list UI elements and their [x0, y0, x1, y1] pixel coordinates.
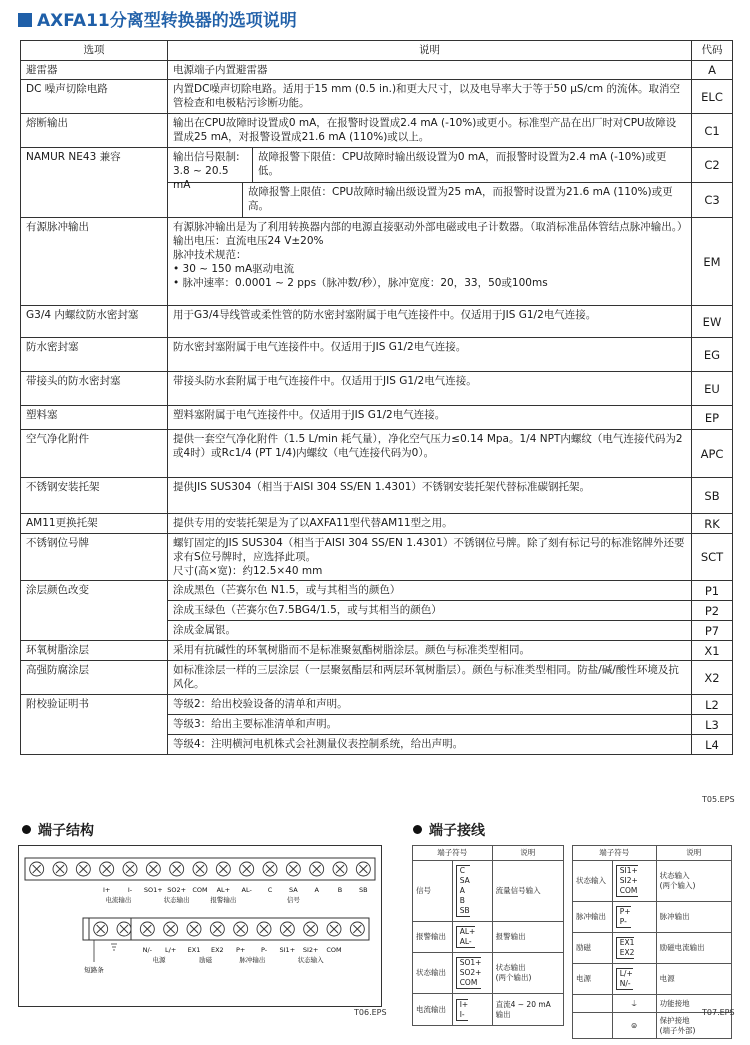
wiring-desc: 励磁电流输出: [656, 933, 731, 964]
wiring-header-symbol: 端子符号: [573, 846, 657, 861]
bracket-icon: [616, 968, 633, 990]
wiring-header-row: [413, 846, 564, 861]
code-cell: P2: [692, 601, 733, 621]
code-cell: EW: [692, 306, 733, 338]
namur-sublabel: 输出信号限制: 3.8 ~ 20.5 mA: [168, 148, 253, 182]
namur-sub-2: [168, 183, 691, 217]
bracket-icon: [616, 865, 638, 897]
option-cell: 塑料塞: [21, 406, 168, 430]
desc-line: • 脉冲速率：0.0001 ~ 2 pps（脉冲数/秒），脉冲宽度：20，33，50或100ms: [173, 277, 548, 289]
table-row: [21, 148, 733, 183]
bottom-screws: [94, 922, 365, 936]
terminal-config-heading: 端子结构: [22, 820, 94, 840]
terminal-label: P-: [260, 946, 268, 954]
table-row: [21, 338, 733, 372]
option-cell: NAMUR NE43 兼容: [21, 148, 168, 218]
namur-desc-low: 故障报警下限值：CPU故障时输出级设置为0 mA，而报警时设置为2.4 mA (-10%)或更低。: [258, 151, 667, 177]
table-row: [21, 406, 733, 430]
wiring-note: T07.EPS: [702, 1008, 735, 1017]
terminal-label: B: [337, 886, 343, 894]
page-title: AXFA11分离型转换器的选项说明: [18, 6, 297, 31]
wiring-row: [413, 994, 564, 1026]
desc-cell: 塑料塞附属于电气连接件中。仅适用于JIS G1/2电气连接。: [168, 406, 692, 430]
desc-line: 螺钉固定的JIS SUS304（相当于AISI 304 SS/EN 1.4301）不锈钢位号牌。除了刻有标记号的标准铭牌外还要求有S位号牌时，应选择此项。: [173, 537, 685, 563]
wiring-row: [413, 922, 564, 953]
namur-sublabel-blank: [168, 183, 243, 217]
option-cell: 空气净化附件: [21, 430, 168, 478]
table-row: [21, 641, 733, 661]
col-header-option: 选项: [21, 41, 168, 61]
terminal-label: SA: [288, 886, 298, 894]
symbol: C: [459, 866, 465, 875]
wiring-row: [573, 902, 732, 933]
desc-cell: 提供专用的安装托架是为了以AXFA11型代替AM11型之用。: [168, 514, 692, 534]
table-row: [21, 114, 733, 148]
desc-cell: 涂成玉绿色（芒赛尔色7.5BG4/1.5，或与其相当的颜色）: [168, 601, 692, 621]
terminal-label: AL-: [241, 886, 252, 894]
bullet-icon: [413, 825, 422, 834]
symbol: A: [459, 886, 465, 895]
terminal-group-label: 状态输入: [297, 956, 324, 964]
table-row: [21, 306, 733, 338]
terminal-svg: [19, 846, 381, 1006]
terminal-label: AL+: [216, 886, 231, 894]
desc-line: 有源脉冲输出是为了利用转换器内部的电源直接驱动外部电磁或电子计数器。（取消标准晶体管结点脉冲输出。）: [173, 221, 688, 233]
wiring-header-desc: 说明: [656, 846, 731, 861]
code-cell: L2: [692, 695, 733, 715]
desc-cell: 内置DC噪声切除电路。适用于15 mm (0.5 in.)和更大尺寸，以及电导率大于等于50 μS/cm 的流体。取消空管检查和电极粘污诊断功能。: [168, 80, 692, 114]
wiring-name: 脉冲输出: [573, 902, 613, 933]
wiring-desc: 功能接地: [656, 995, 731, 1013]
terminal-label: EX1: [187, 946, 201, 954]
terminal-label: I+: [102, 886, 111, 894]
wiring-row: [413, 861, 564, 922]
namur-desc-high: 故障报警上限值：CPU故障时输出级设置为25 mA，而报警时设置为21.6 mA (110%)或更高。: [248, 186, 673, 212]
wiring-symbols: [452, 953, 492, 994]
table-row: [21, 372, 733, 406]
wiring-row: [573, 964, 732, 995]
code-cell: C3: [692, 183, 733, 218]
terminal-group-label: 报警输出: [210, 896, 237, 904]
wiring-symbols: [612, 902, 656, 933]
code-cell: EP: [692, 406, 733, 430]
code-cell: SCT: [692, 534, 733, 581]
option-cell: AM11更换托架: [21, 514, 168, 534]
jumper-label: 短路条: [84, 966, 104, 974]
terminal-label: EX2: [210, 946, 224, 954]
option-cell: DC 噪声切除电路: [21, 80, 168, 114]
code-cell: C1: [692, 114, 733, 148]
wiring-name: [573, 995, 613, 1013]
protective-ground-icon: ⊜: [612, 1013, 656, 1039]
ground-icon: [111, 944, 117, 950]
top-screws: [30, 862, 371, 876]
option-cell: 高强防腐涂层: [21, 661, 168, 695]
terminal-label: SO2+: [167, 886, 187, 894]
code-cell: A: [692, 61, 733, 80]
bracket-icon: [456, 999, 469, 1021]
terminal-label: SB: [359, 886, 368, 894]
wiring-symbols: [452, 922, 492, 953]
diagram-note: T06.EPS: [354, 1008, 387, 1017]
desc-cell: 涂成黑色（芒赛尔色 N1.5，或与其相当的颜色）: [168, 581, 692, 601]
bracket-icon: [616, 937, 635, 959]
wiring-desc: 状态输入 (两个输入): [656, 861, 731, 902]
symbol: EX1: [619, 938, 635, 947]
desc-line: • 30 ~ 150 mA驱动电流: [173, 263, 295, 275]
terminal-group-label: 励磁: [199, 956, 213, 964]
wiring-desc: 流量信号输入: [492, 861, 563, 922]
symbol: P+: [619, 907, 631, 916]
symbol: SO2+: [459, 968, 482, 977]
desc-cell: 带接头防水套附属于电气连接件中。仅适用于JIS G1/2电气连接。: [168, 372, 692, 406]
code-cell: EG: [692, 338, 733, 372]
wiring-desc: 报警输出: [492, 922, 563, 953]
wiring-desc: 脉冲输出: [656, 902, 731, 933]
symbol: N/-: [619, 979, 631, 988]
functional-ground-icon: ⏚: [612, 995, 656, 1013]
namur-sub: [168, 148, 691, 191]
desc-line: 输出电压：直流电压24 V±20%: [173, 235, 324, 247]
wiring-name: 信号: [413, 861, 453, 922]
terminal-group-label: 电源: [152, 956, 166, 964]
symbol: I-: [459, 1009, 465, 1019]
table-row: [21, 581, 733, 601]
wiring-header-row: [573, 846, 732, 861]
bracket-icon: [456, 865, 470, 917]
desc-line: 尺寸(高×宽)：约12.5×40 mm: [173, 565, 323, 577]
col-header-code: 代码: [692, 41, 733, 61]
wiring-name: 报警输出: [413, 922, 453, 953]
bracket-icon: [456, 957, 482, 989]
wiring-symbols: [452, 861, 492, 922]
terminal-label: SI2+: [302, 946, 319, 954]
code-cell: APC: [692, 430, 733, 478]
table-row: [21, 534, 733, 581]
table-row: [21, 61, 733, 80]
code-cell: ELC: [692, 80, 733, 114]
code-cell: X2: [692, 661, 733, 695]
options-table: [20, 40, 733, 755]
terminal-label: A: [314, 886, 319, 894]
symbol: SO1+: [459, 958, 482, 967]
wiring-symbols: [612, 933, 656, 964]
terminal-label: L/+: [165, 946, 177, 954]
option-cell: 带接头的防水密封塞: [21, 372, 168, 406]
code-cell: SB: [692, 478, 733, 514]
desc-cell: 等级4：注明横河电机株式会社测量仪表控制系统，给出声明。: [168, 735, 692, 755]
table-row: [21, 80, 733, 114]
bracket-icon: [616, 906, 631, 928]
desc-cell: 等级3：给出主要标准清单和声明。: [168, 715, 692, 735]
symbol: SB: [459, 906, 470, 915]
option-cell: 有源脉冲输出: [21, 218, 168, 306]
desc-cell: 电源端子内置避雷器: [168, 61, 692, 80]
desc-cell: 如标准涂层一样的三层涂层（一层聚氨酯层和两层环氧树脂层）。颜色与标准类型相同。防盐/碱/酸性环境及抗风化。: [168, 661, 692, 695]
code-cell: C2: [692, 148, 733, 183]
top-labels: [103, 886, 368, 904]
wiring-symbols: [452, 994, 492, 1026]
option-cell: 不锈钢安装托架: [21, 478, 168, 514]
wiring-name: 状态输出: [413, 953, 453, 994]
table-row: [21, 695, 733, 715]
code-cell: RK: [692, 514, 733, 534]
code-cell: L4: [692, 735, 733, 755]
desc-cell: [168, 148, 692, 191]
wiring-row: [573, 933, 732, 964]
terminal-label: COM: [326, 946, 342, 954]
wiring-table-left: [412, 845, 564, 1026]
symbol: AL+: [459, 927, 476, 936]
option-cell: G3/4 内螺纹防水密封塞: [21, 306, 168, 338]
wiring-name: 电源: [573, 964, 613, 995]
symbol: P-: [619, 917, 627, 926]
terminal-group-label: 电流输出: [105, 896, 132, 904]
desc-cell: 提供一套空气净化附件（1.5 L/min 耗气量），净化空气压力≤0.14 Mpa。1/4 NPT内螺纹（电气连接代码为2或4时）或Rc1/4 (PT 1/4)内螺纹（电气连接代码为0）。: [168, 430, 692, 478]
wiring-name: 状态输入: [573, 861, 613, 902]
wiring-desc: 直流4 ~ 20 mA 输出: [492, 994, 563, 1026]
symbol: EX2: [619, 948, 635, 957]
desc-cell: 涂成金属银。: [168, 621, 692, 641]
table-header-row: [21, 41, 733, 61]
code-cell: L3: [692, 715, 733, 735]
symbol: SA: [459, 876, 470, 885]
terminal-label: SI1+: [279, 946, 296, 954]
code-cell: P7: [692, 621, 733, 641]
desc-cell: 防水密封塞附属于电气连接件中。仅适用于JIS G1/2电气连接。: [168, 338, 692, 372]
terminal-label: I-: [127, 886, 133, 894]
wiring-name: 励磁: [573, 933, 613, 964]
option-cell: 附校验证明书: [21, 695, 168, 755]
symbol: I+: [459, 999, 469, 1009]
wiring-desc: 保护接地 (端子外部): [656, 1013, 731, 1039]
table-note: T05.EPS: [702, 795, 735, 804]
option-cell: 避雷器: [21, 61, 168, 80]
symbol: COM: [459, 978, 478, 987]
terminal-label: P+: [235, 946, 246, 954]
desc-cell: 等级2：给出校验设备的清单和声明。: [168, 695, 692, 715]
wiring-header-desc: 说明: [492, 846, 563, 861]
code-cell: X1: [692, 641, 733, 661]
bottom-labels: [143, 946, 342, 964]
desc-cell: [168, 183, 692, 218]
desc-cell: 采用有抗碱性的环氧树脂而不是标准聚氨酯树脂涂层。颜色与标准类型相同。: [168, 641, 692, 661]
table-row: [21, 430, 733, 478]
code-cell: P1: [692, 581, 733, 601]
terminal-label: COM: [192, 886, 208, 894]
symbol: B: [459, 896, 465, 905]
terminal-label: N/-: [142, 946, 153, 954]
symbol: COM: [619, 886, 638, 895]
terminal-label: C: [267, 886, 273, 894]
wiring-header-symbol: 端子符号: [413, 846, 493, 861]
col-header-desc: 说明: [168, 41, 692, 61]
wiring-row: [573, 861, 732, 902]
symbol: AL-: [459, 937, 472, 946]
table-row: [21, 661, 733, 695]
desc-cell: [168, 218, 692, 306]
desc-cell: 提供JIS SUS304（相当于AISI 304 SS/EN 1.4301）不锈钢安装托架代替标准碳钢托架。: [168, 478, 692, 514]
terminal-group-label: 脉冲输出: [239, 956, 266, 964]
bullet-icon: [22, 825, 31, 834]
symbol: SI2+: [619, 876, 638, 885]
code-cell: EM: [692, 218, 733, 306]
wiring-symbols: [612, 861, 656, 902]
wiring-row: [413, 953, 564, 994]
table-row: [21, 218, 733, 306]
option-cell: 涂层颜色改变: [21, 581, 168, 641]
terminal-group-label: 状态输出: [163, 896, 190, 904]
title-square-icon: [18, 13, 32, 27]
wiring-symbols: [612, 964, 656, 995]
table-row: [21, 478, 733, 514]
wiring-name: 电流输出: [413, 994, 453, 1026]
terminal-diagram: [18, 845, 382, 1007]
terminal-label: SO1+: [143, 886, 163, 894]
bracket-icon: [456, 926, 476, 948]
terminal-group-label: 信号: [286, 896, 300, 904]
desc-cell: 用于G3/4导线管或柔性管的防水密封塞附属于电气连接件中。仅适用于JIS G1/2电气连接。: [168, 306, 692, 338]
wiring-name: [573, 1013, 613, 1039]
option-cell: 熔断输出: [21, 114, 168, 148]
code-cell: EU: [692, 372, 733, 406]
option-cell: 不锈钢位号牌: [21, 534, 168, 581]
option-cell: 环氧树脂涂层: [21, 641, 168, 661]
symbol: SI1+: [619, 866, 638, 875]
desc-cell: [168, 534, 692, 581]
wiring-desc: 状态输出 (两个输出): [492, 953, 563, 994]
option-cell: 防水密封塞: [21, 338, 168, 372]
symbol: L/+: [619, 969, 633, 978]
desc-line: 脉冲技术规范：: [173, 249, 247, 261]
table-row: [21, 514, 733, 534]
terminal-wiring-heading: 端子接线: [413, 820, 485, 840]
wiring-desc: 电源: [656, 964, 731, 995]
desc-cell: 输出在CPU故障时设置成0 mA，在报警时设置成2.4 mA (-10%)或更小。标准型产品在出厂时对CPU故障设置成25 mA，对报警设置成21.6 mA (110%)或以上。: [168, 114, 692, 148]
